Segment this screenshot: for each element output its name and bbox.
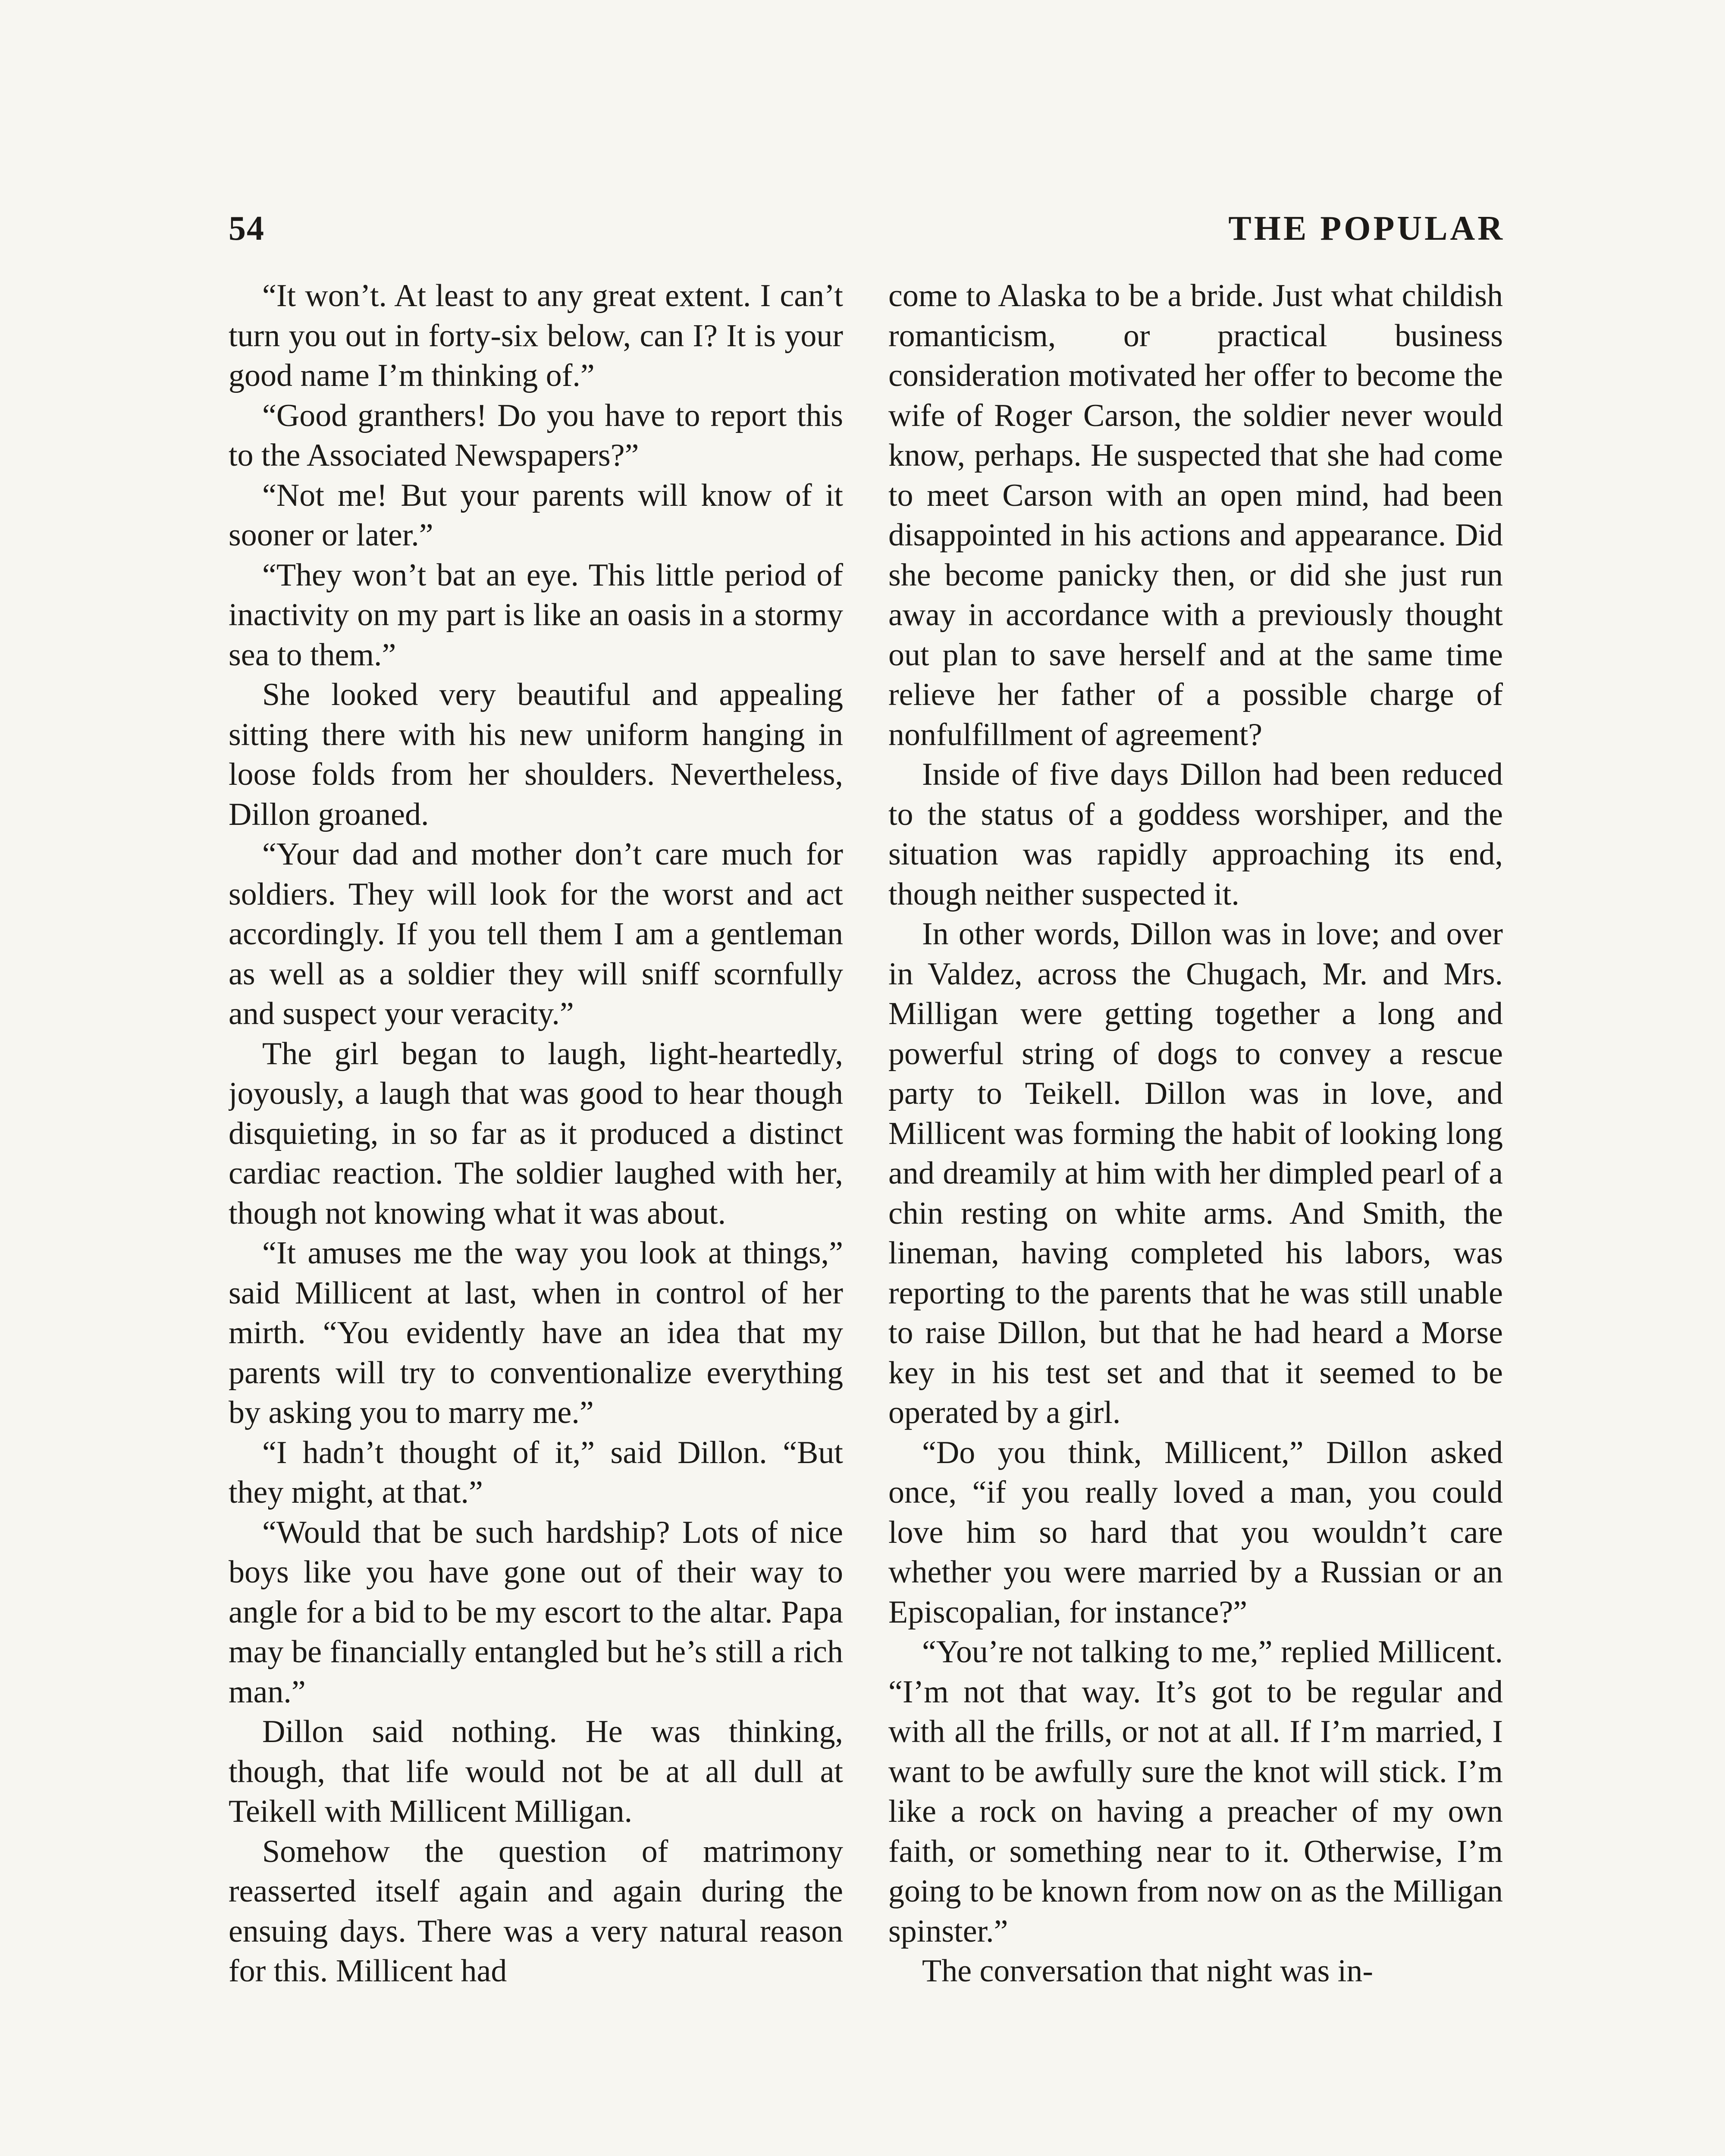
paragraph: “They won’t bat an eye. This little period of inactivity on my part is like an oasis in a stormy sea to them.” — [229, 557, 843, 673]
paragraph: Dillon said nothing. He was thinking, though, that life would not be at all dull at Teikell with Millicent Milligan. — [229, 1714, 843, 1829]
paragraph: Somehow the question of matrimony reasserted itself again and again during the ensuing days. There was a very natural reason for this. Millicent had — [229, 1833, 843, 1989]
paragraph: “Do you think, Millicent,” Dillon asked once, “if you really loved a man, you could love him so hard that you wouldn’t care whether you were married by a Russian or an Episcopalian, for instance?” — [888, 1435, 1503, 1630]
paragraph: “Your dad and mother don’t care much for soldiers. They will look for the worst and act accordingly. If you tell them I am a gentleman as well as a soldier they will sniff scornfully and suspect your veracity.” — [229, 837, 843, 1031]
paragraph: “You’re not talking to me,” replied Millicent. “I’m not that way. It’s got to be regular and with all the frills, or not at all. If I’m married, I want to be awfully sure the knot will stick. I’m like a rock on having a preacher of my own faith, or something near to it. Otherwise, I’m going to be known from now on as the Milligan spinster.” — [888, 1634, 1503, 1949]
left-column — [229, 276, 843, 2156]
running-head: THE POPULAR — [1228, 210, 1505, 248]
paragraph: “Would that be such hardship? Lots of nice boys like you have gone out of their way to angle for a bid to be my escort to the altar. Papa may be financially entangled but he’s still a rich man.” — [229, 1514, 843, 1710]
paragraph-continued: come to Alaska to be a bride. Just what childish romanticism, or practical business consideration motivated her offer to become the wife of Roger Carson, the soldier never would know, perhaps. He suspected that she had come to meet Carson with an open mind, had been disappointed in his actions and appearance. Did she become panicky then, or did she just run away in accordance with a previously thought out plan to save herself and at the same time relieve her father of a possible charge of nonfulfillment of agreement? — [888, 278, 1503, 752]
paragraph: She looked very beautiful and appealing sitting there with his new uniform hanging in loose folds from her shoulders. Nevertheless, Dillon groaned. — [229, 677, 843, 832]
paragraph: The conversation that night was in- — [922, 1953, 1374, 1989]
paragraph: “Not me! But your parents will know of it sooner or later.” — [229, 477, 843, 553]
page-number: 54 — [229, 210, 265, 248]
paragraph: “It won’t. At least to any great extent. I can’t turn you out in forty-six below, can I? It is your good name I’m thinking of.” — [229, 278, 843, 393]
paragraph: “It amuses me the way you look at things,” said Millicent at last, when in control of her mirth. “You evidently have an idea that my parents will try to conventionalize everything by asking you to marry me.” — [229, 1235, 843, 1430]
paragraph: In other words, Dillon was in love; and over in Valdez, across the Chugach, Mr. and Mrs. Milligan were getting together a long and powerful string of dogs to convey a rescue party to Teikell. Dillon was in love, and Millicent was forming the habit of looking long and dreamily at him with her dimpled pearl of a chin resting on white arms. And Smith, the lineman, having completed his labors, was reporting to the parents that he was still unable to raise Dillon, but that he had heard a Morse key in his test set and that it seemed to be operated by a girl. — [888, 916, 1503, 1430]
right-column — [888, 276, 1503, 2156]
paragraph: Inside of five days Dillon had been reduced to the status of a goddess worshiper, and the situation was rapidly approaching its end, though neither suspected it. — [888, 757, 1503, 912]
page-header — [229, 203, 1505, 254]
paragraph: “I hadn’t thought of it,” said Dillon. “But they might, at that.” — [229, 1435, 843, 1510]
paragraph: “Good granthers! Do you have to report this to the Associated Newspapers?” — [229, 398, 843, 473]
paragraph: The girl began to laugh, light-heartedly, joyously, a laugh that was good to hear though disquieting, in so far as it produced a distinct cardiac reaction. The soldier laughed with her, though not knowing what it was about. — [229, 1036, 843, 1231]
